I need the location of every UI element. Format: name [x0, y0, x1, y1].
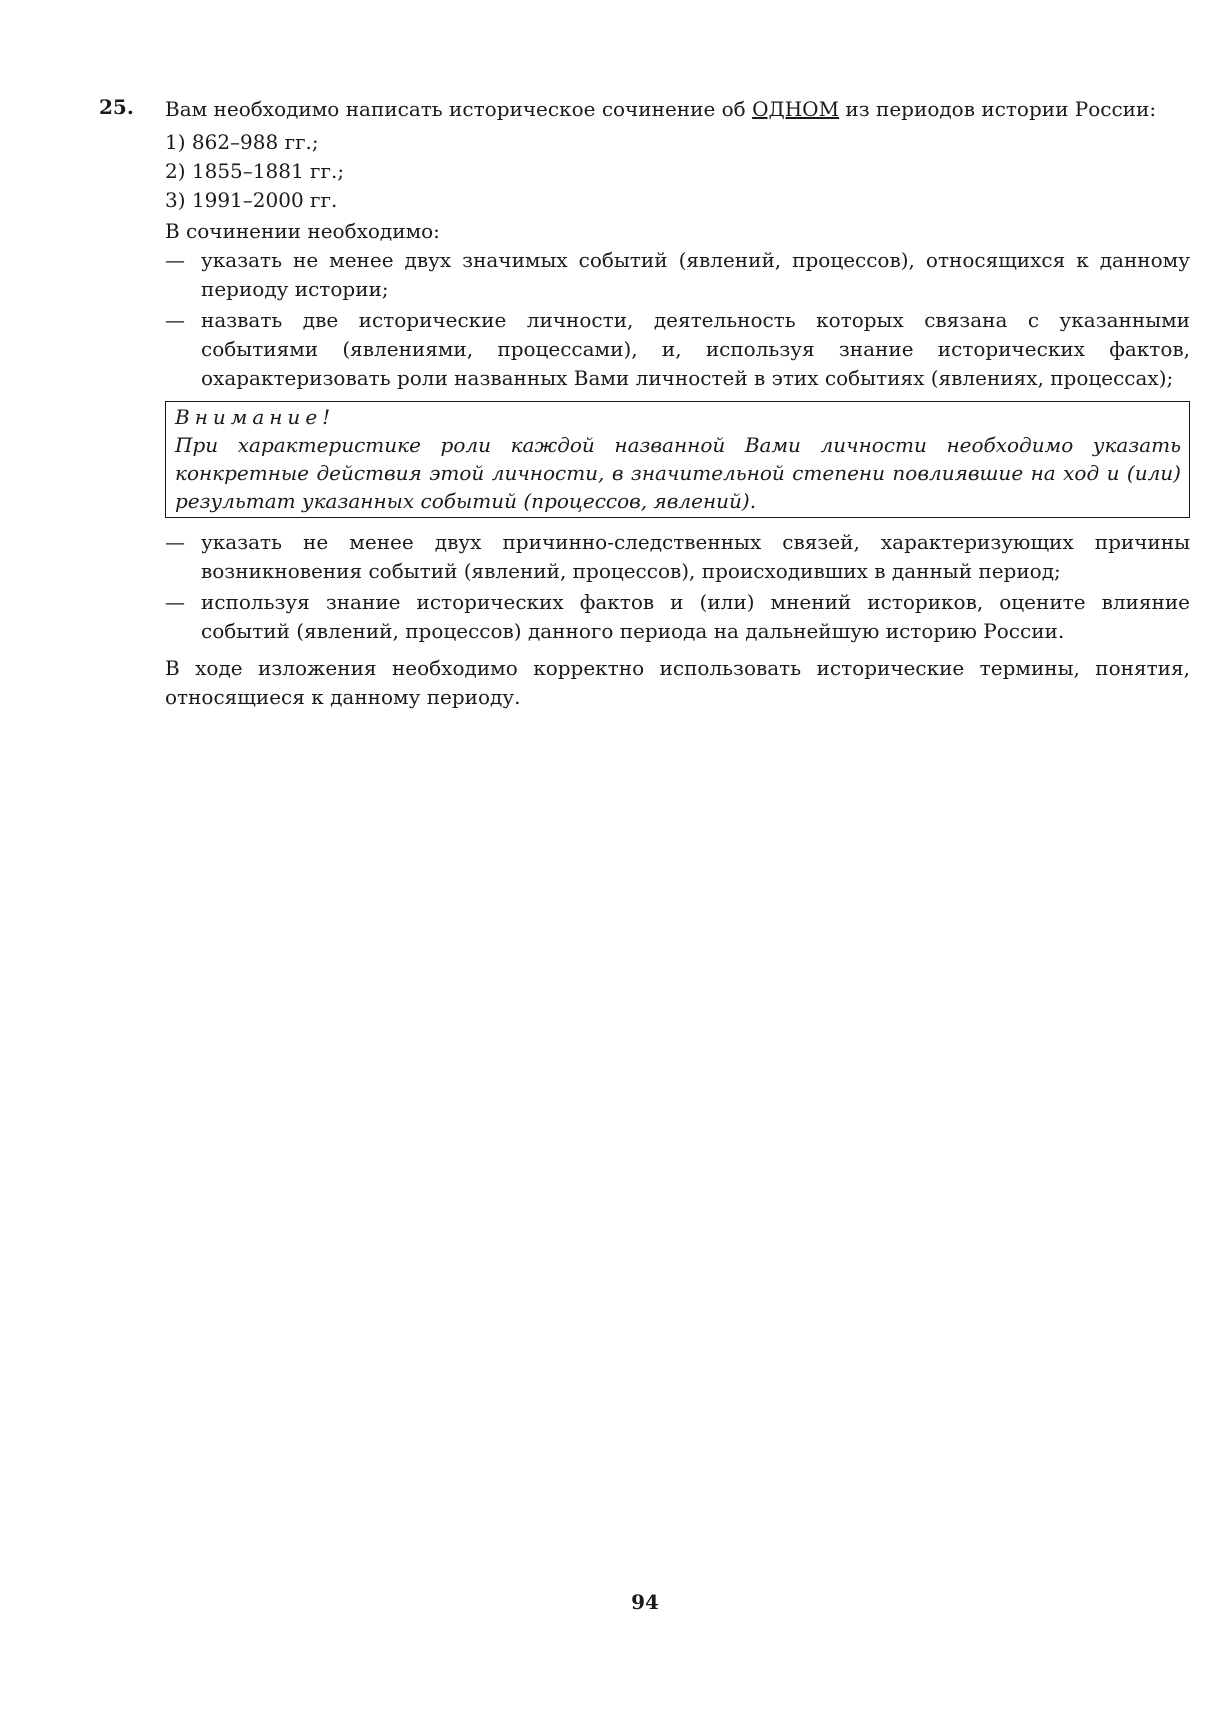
- task-number: 25.: [99, 95, 134, 119]
- requirement-text: указать не менее двух значимых событий (явлений, процессов), относящихся к данному периоду истории;: [201, 248, 1190, 301]
- dash-marker: —: [165, 590, 185, 614]
- requirements-heading: В сочинении необходимо:: [165, 219, 440, 243]
- attention-box: [165, 401, 1190, 518]
- period-list: [165, 128, 1190, 215]
- intro-emphasis: ОДНОМ: [752, 97, 840, 121]
- requirements-list-2: [165, 528, 1190, 646]
- task-content: [165, 95, 1190, 712]
- requirement-item: [165, 246, 1190, 304]
- task-intro: [165, 95, 1190, 124]
- requirement-item: [165, 306, 1190, 393]
- period-item: 3) 1991–2000 гг.: [165, 188, 338, 212]
- dash-marker: —: [165, 248, 185, 272]
- attention-title: Внимание!: [175, 405, 336, 429]
- requirement-item: [165, 528, 1190, 586]
- intro-text-after: из периодов истории России:: [839, 97, 1157, 121]
- page-number: 94: [631, 1590, 659, 1614]
- period-item: 2) 1855–1881 гг.;: [165, 159, 345, 183]
- period-item: 1) 862–988 гг.;: [165, 130, 319, 154]
- attention-text: При характеристике роли каждой названной Вами личности необходимо указать конкретные действия этой личности, в значительной степени повлиявшие на ход и (или) результат указанных событий (процессов, явлений).: [175, 433, 1181, 513]
- dash-marker: —: [165, 530, 185, 554]
- dash-marker: —: [165, 308, 185, 332]
- requirement-text: указать не менее двух причинно-следственных связей, характеризующих причины возникновения событий (явлений, процессов), происходивших в данный период;: [201, 530, 1190, 583]
- requirement-text: назвать две исторические личности, деятельность которых связана с указанными событиями (явлениями, процессами), и, используя знание исторических фактов, охарактеризовать роли названных Вами личностей в этих событиях (явлениях, процессах);: [201, 308, 1190, 390]
- intro-text-before: Вам необходимо написать историческое сочинение об: [165, 97, 753, 121]
- requirement-text: используя знание исторических фактов и (или) мнений историков, оцените влияние событий (явлений, процессов) данного периода на дальнейшую историю России.: [201, 590, 1190, 643]
- closing-paragraph: В ходе изложения необходимо корректно использовать исторические термины, понятия, относящиеся к данному периоду.: [165, 656, 1190, 709]
- requirements-list-1: [165, 246, 1190, 393]
- requirement-item: [165, 588, 1190, 646]
